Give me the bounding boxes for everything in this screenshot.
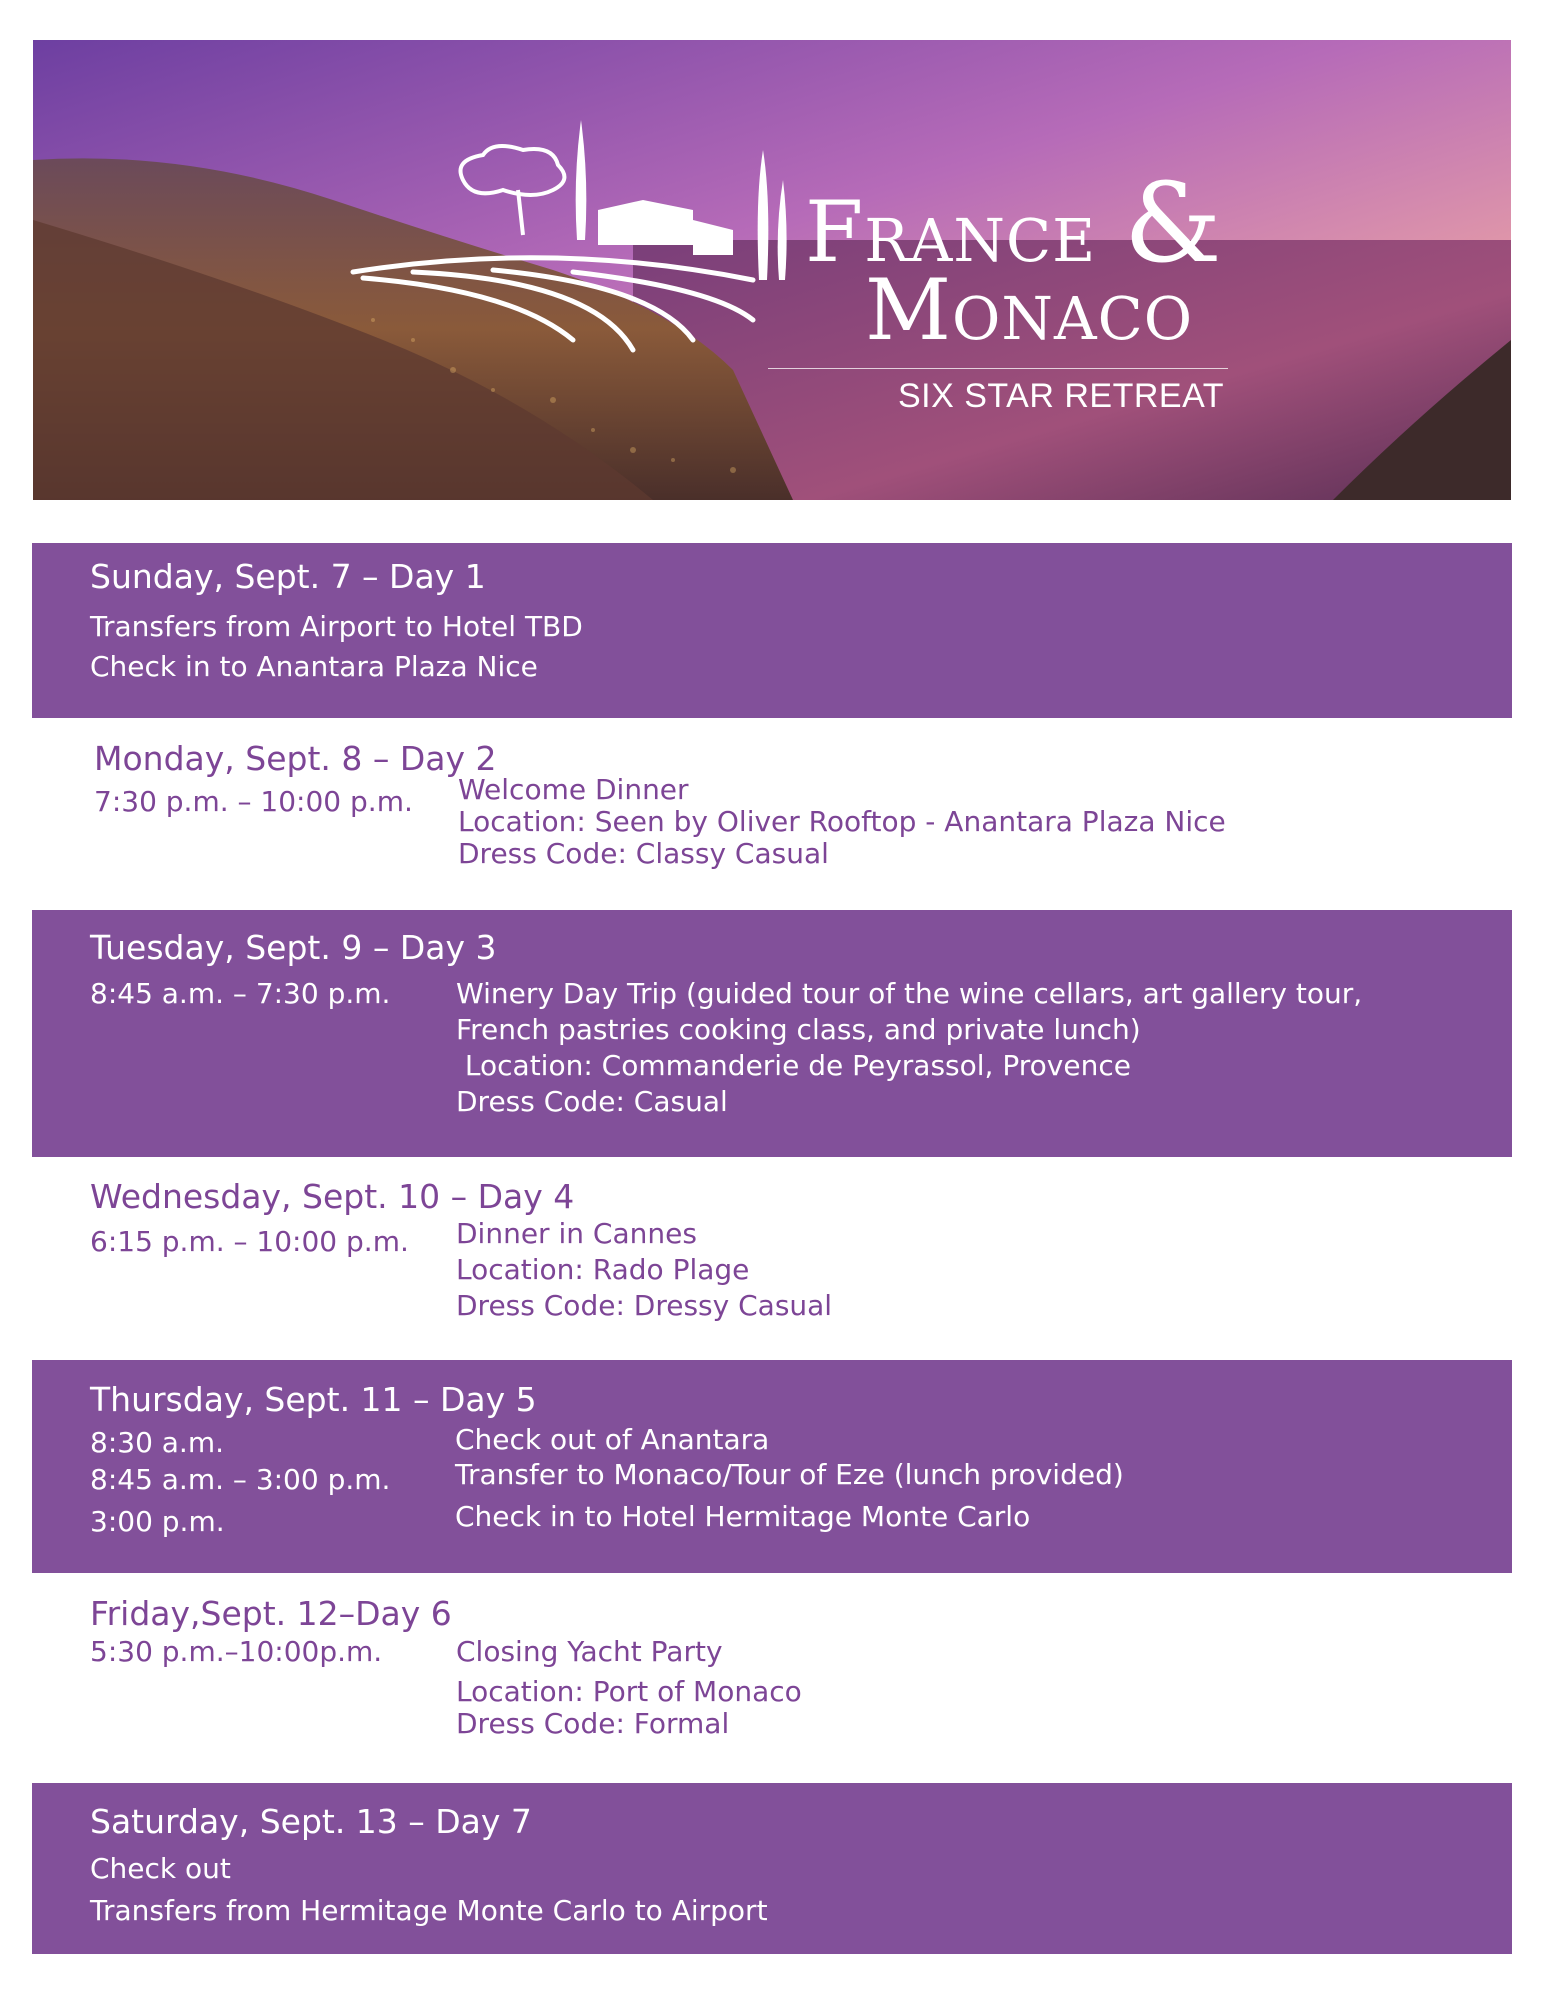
day-6-title: Friday,Sept. 12–Day 6 — [90, 1594, 452, 1633]
day-3-title: Tuesday, Sept. 9 – Day 3 — [90, 928, 497, 967]
day-4-detail: Dress Code: Dressy Casual — [456, 1289, 833, 1322]
day-3-section — [32, 910, 1512, 1157]
day-2-detail: Dress Code: Classy Casual — [458, 837, 829, 870]
brand-title-line2: Monaco — [865, 261, 1194, 359]
day-3-detail: Location: Commanderie de Peyrassol, Provence — [456, 1049, 1131, 1082]
day-2-title: Monday, Sept. 8 – Day 2 — [94, 739, 497, 778]
day-5-time: 8:45 a.m. – 3:00 p.m. — [90, 1463, 391, 1496]
day-3-detail: Winery Day Trip (guided tour of the wine cellars, art gallery tour, — [456, 977, 1363, 1010]
day-1-section — [32, 543, 1512, 718]
day-5-section — [32, 1360, 1512, 1573]
day-6-detail: Closing Yacht Party — [456, 1635, 723, 1668]
day-5-time: 8:30 a.m. — [90, 1426, 225, 1459]
brand-ampersand: & — [1123, 159, 1223, 287]
day-1-title: Sunday, Sept. 7 – Day 1 — [90, 557, 486, 596]
day-4-detail: Dinner in Cannes — [456, 1217, 697, 1250]
day-4-section — [32, 1157, 1512, 1360]
day-5-detail: Transfer to Monaco/Tour of Eze (lunch provided) — [455, 1458, 1124, 1491]
day-7-title: Saturday, Sept. 13 – Day 7 — [90, 1802, 532, 1841]
day-6-section — [32, 1573, 1512, 1783]
day-7-line: Check out — [90, 1852, 231, 1885]
brand-title-line1: France & — [805, 159, 1223, 287]
day-2-time: 7:30 p.m. – 10:00 p.m. — [94, 785, 413, 818]
brand-tagline: SIX STAR RETREAT — [898, 377, 1225, 415]
day-6-detail: Dress Code: Formal — [456, 1707, 730, 1740]
vineyard-emblem-icon — [33, 40, 1511, 500]
day-6-detail: Location: Port of Monaco — [456, 1675, 802, 1708]
day-5-detail: Check in to Hotel Hermitage Monte Carlo — [455, 1500, 1031, 1533]
day-2-detail: Location: Seen by Oliver Rooftop - Anantara Plaza Nice — [458, 805, 1226, 838]
day-7-section — [32, 1783, 1512, 1954]
day-7-line: Transfers from Hermitage Monte Carlo to Airport — [90, 1894, 768, 1927]
day-1-line: Transfers from Airport to Hotel TBD — [90, 610, 583, 643]
day-4-time: 6:15 p.m. – 10:00 p.m. — [90, 1225, 409, 1258]
brand-divider — [768, 368, 1228, 369]
day-5-detail: Check out of Anantara — [455, 1423, 770, 1456]
day-4-detail: Location: Rado Plage — [456, 1253, 750, 1286]
day-2-section — [32, 718, 1512, 910]
day-2-detail: Welcome Dinner — [458, 773, 689, 806]
day-4-title: Wednesday, Sept. 10 – Day 4 — [90, 1177, 575, 1216]
day-3-detail: French pastries cooking class, and private lunch) — [456, 1013, 1141, 1046]
header-banner — [33, 40, 1511, 500]
day-1-line: Check in to Anantara Plaza Nice — [90, 650, 538, 683]
day-6-time: 5:30 p.m.–10:00p.m. — [90, 1635, 383, 1668]
brand-logo — [33, 40, 1511, 500]
day-3-detail: Dress Code: Casual — [456, 1085, 728, 1118]
day-5-time: 3:00 p.m. — [90, 1505, 225, 1538]
day-5-title: Thursday, Sept. 11 – Day 5 — [90, 1380, 537, 1419]
day-3-time: 8:45 a.m. – 7:30 p.m. — [90, 977, 391, 1010]
